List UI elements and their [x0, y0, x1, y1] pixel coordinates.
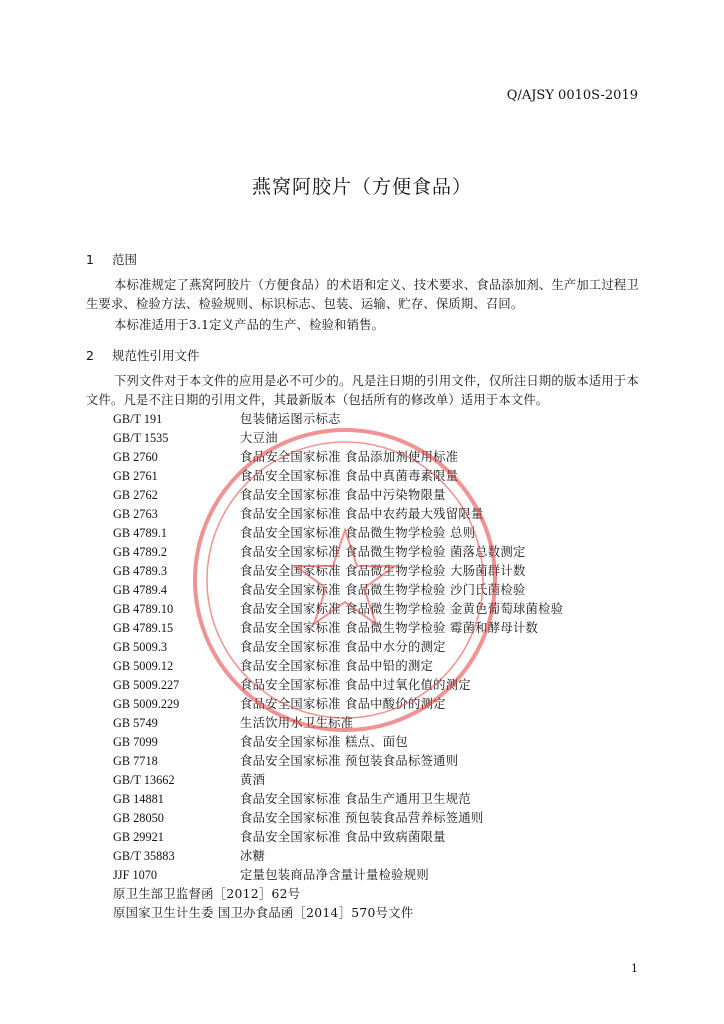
- reference-name: 食品安全国家标准 食品中农药最大残留限量: [240, 507, 484, 521]
- reference-code: GB 2763: [113, 507, 158, 521]
- reference-code: GB/T 13662: [113, 773, 175, 787]
- reference-row: [113, 486, 563, 505]
- document-title: 燕窝阿胶片（方便食品）: [251, 176, 472, 198]
- reference-name: 食品安全国家标准 食品微生物学检验 总则: [240, 526, 476, 540]
- reference-name: 大豆油: [240, 431, 278, 445]
- reference-code: GB 5009.12: [113, 659, 174, 673]
- reference-row: [113, 619, 563, 638]
- reference-list: [113, 410, 563, 885]
- reference-code: GB 2762: [113, 488, 158, 502]
- reference-name: 冰糖: [240, 849, 266, 863]
- reference-code: GB/T 1535: [113, 431, 169, 445]
- reference-name: 食品安全国家标准 食品微生物学检验 金黄色葡萄球菌检验: [240, 602, 564, 616]
- reference-code: GB 4789.15: [113, 621, 174, 635]
- section-1-paragraph-1: 本标准规定了燕窝阿胶片（方便食品）的术语和定义、技术要求、食品添加剂、生产加工过程卫生要求、检验方法、检验规则、标识标志、包装、运输、贮存、保质期、召回。: [86, 278, 639, 311]
- reference-code: GB/T 191: [113, 412, 163, 426]
- reference-code: GB 2761: [113, 469, 158, 483]
- reference-name: 食品安全国家标准 食品中酸价的测定: [240, 697, 446, 711]
- reference-row: [113, 410, 563, 429]
- reference-name: 食品安全国家标准 食品中真菌毒素限量: [240, 469, 459, 483]
- reference-code: GB 4789.10: [113, 602, 174, 616]
- reference-name: 食品安全国家标准 预包装食品营养标签通则: [240, 811, 484, 825]
- reference-code: GB 5009.3: [113, 640, 167, 654]
- reference-name: 黄酒: [240, 773, 266, 787]
- reference-row: [113, 581, 563, 600]
- reference-code: GB 4789.4: [113, 583, 167, 597]
- reference-row: [113, 695, 563, 714]
- reference-name: 食品安全国家标准 食品微生物学检验 菌落总数测定: [240, 545, 526, 559]
- reference-name: 生活饮用水卫生标准: [240, 716, 354, 730]
- reference-name: 食品安全国家标准 食品中致病菌限量: [240, 830, 446, 844]
- reference-row: [113, 562, 563, 581]
- document-code: Q/AJSY 0010S-2019: [506, 88, 638, 103]
- section-2-number: 2: [86, 348, 94, 363]
- reference-row: [113, 676, 563, 695]
- reference-code: GB 4789.3: [113, 564, 167, 578]
- reference-name: 食品安全国家标准 食品中水分的测定: [240, 640, 446, 654]
- reference-row: [113, 429, 563, 448]
- reference-code: GB 5009.229: [113, 697, 180, 711]
- reference-row: [113, 809, 563, 828]
- reference-name: 定量包装商品净含量计量检验规则: [240, 868, 429, 882]
- reference-name: 包装储运图示标志: [240, 412, 341, 426]
- section-2-title: 规范性引用文件: [111, 348, 200, 363]
- reference-name: 食品安全国家标准 食品中污染物限量: [240, 488, 446, 502]
- reference-name: 食品安全国家标准 食品添加剂使用标准: [240, 450, 459, 464]
- reference-code: GB 7099: [113, 735, 158, 749]
- reference-name: 食品安全国家标准 食品微生物学检验 沙门氏菌检验: [240, 583, 526, 597]
- reference-code: GB 5749: [113, 716, 158, 730]
- reference-row: [113, 543, 563, 562]
- reference-extra-1: 原卫生部卫监督函［2012］62号: [113, 887, 301, 901]
- reference-row: [113, 790, 563, 809]
- reference-row: [113, 733, 563, 752]
- reference-code: GB 4789.2: [113, 545, 167, 559]
- reference-code: JJF 1070: [113, 868, 158, 882]
- reference-row: [113, 752, 563, 771]
- section-1-title: 范围: [111, 252, 137, 267]
- reference-code: GB 14881: [113, 792, 164, 806]
- reference-row: [113, 657, 563, 676]
- reference-row: [113, 847, 563, 866]
- reference-row: [113, 524, 563, 543]
- reference-row: [113, 600, 563, 619]
- reference-row: [113, 638, 563, 657]
- reference-code: GB/T 35883: [113, 849, 175, 863]
- reference-name: 食品安全国家标准 食品微生物学检验 霉菌和酵母计数: [240, 621, 539, 635]
- reference-row: [113, 467, 563, 486]
- reference-row: [113, 771, 563, 790]
- reference-name: 食品安全国家标准 食品微生物学检验 大肠菌群计数: [240, 564, 526, 578]
- reference-code: GB 7718: [113, 754, 158, 768]
- reference-code: GB 5009.227: [113, 678, 180, 692]
- reference-extra-2: 原国家卫生计生委 国卫办食品函［2014］570号文件: [113, 906, 414, 920]
- reference-code: GB 29921: [113, 830, 164, 844]
- section-2-intro: 下列文件对于本文件的应用是必不可少的。凡是注日期的引用文件，仅所注日期的版本适用于本文件。凡是不注日期的引用文件，其最新版本（包括所有的修改单）适用于本文件。: [86, 374, 639, 407]
- section-2-heading: [86, 346, 200, 364]
- section-1-number: 1: [86, 252, 94, 267]
- reference-row: [113, 714, 563, 733]
- reference-name: 食品安全国家标准 预包装食品标签通则: [240, 754, 459, 768]
- reference-code: GB 4789.1: [113, 526, 167, 540]
- reference-name: 食品安全国家标准 食品中铅的测定: [240, 659, 434, 673]
- reference-row: [113, 828, 563, 847]
- reference-row: [113, 505, 563, 524]
- reference-row: [113, 866, 563, 885]
- section-1-paragraph-2: 本标准适用于3.1定义产品的生产、检验和销售。: [114, 318, 385, 332]
- reference-name: 食品安全国家标准 食品中过氧化值的测定: [240, 678, 471, 692]
- section-1-heading: [86, 250, 137, 268]
- reference-name: 食品安全国家标准 食品生产通用卫生规范: [240, 792, 471, 806]
- reference-code: GB 2760: [113, 450, 158, 464]
- reference-name: 食品安全国家标准 糕点、面包: [240, 735, 408, 749]
- reference-row: [113, 448, 563, 467]
- reference-code: GB 28050: [113, 811, 164, 825]
- page-number: 1: [631, 962, 638, 975]
